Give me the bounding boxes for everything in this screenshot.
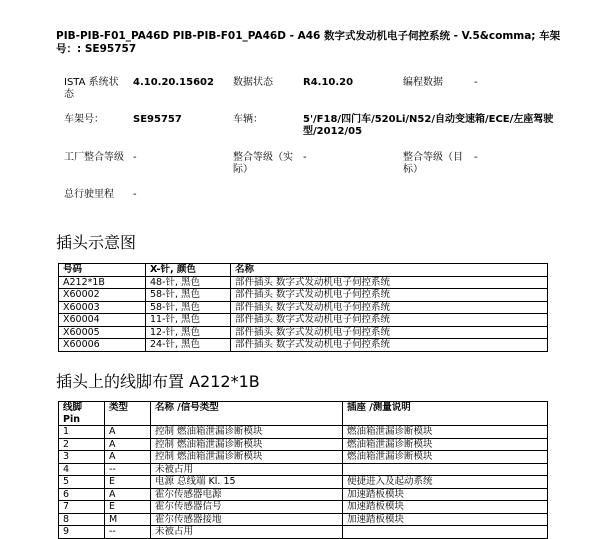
table-cell: A [105,488,151,501]
column-header: 线脚 Pin [59,402,105,426]
table-cell: X60004 [59,314,146,327]
table-row [59,301,548,314]
table-row [59,438,548,451]
table-cell: -- [105,526,151,539]
mileage-label: 总行驶里程 [64,189,114,200]
table-cell: 24-针, 黑色 [146,339,231,352]
table-cell: 电源 总线端 Kl. 15 [151,476,343,489]
vehicle-label: 车辆： [233,114,263,125]
table-cell: E [105,501,151,514]
level-actual-value: - [303,152,307,163]
table-cell: 3 [59,451,105,464]
pin-table [58,401,548,539]
table-cell: 11-针, 黑色 [146,314,231,327]
table-cell: 部件插头 数字式发动机电子伺控系统 [231,289,548,302]
prog-data-label: 编程数据 [403,77,443,88]
table-cell: 霍尔传感器电源 [151,488,343,501]
plant-level-value: - [133,152,137,163]
table-cell [343,526,548,539]
connector-diagram-heading: 插头示意图 [56,233,137,252]
table-cell: 加速踏板模块 [343,513,548,526]
table-cell: 燃油箱泄漏诊断模块 [343,451,548,464]
column-header: X-针, 颜色 [146,264,231,277]
connector-table [58,263,548,352]
document-title: PIB-PIB-F01_PA46D PIB-PIB-F01_PA46D - A46 数字式发动机电子伺控系统 - V.5&comma; 车架号：: SE95757 [56,30,561,55]
table-cell: 便捷进入及起动系统 [343,476,548,489]
column-header: 插座 /测量说明 [343,402,548,426]
vehicle-value: 5'/F18/四门车/520Li/N52/自动变速箱/ECE/左座驾驶型/2012/05 [303,114,554,137]
table-cell: 6 [59,488,105,501]
vin-value: SE95757 [133,114,182,125]
table-cell: 58-针, 黑色 [146,301,231,314]
table-cell: 未被占用 [151,463,343,476]
vin-label: 车架号： [64,114,104,125]
table-cell: 部件插头 数字式发动机电子伺控系统 [231,326,548,339]
table-cell: 部件插头 数字式发动机电子伺控系统 [231,301,548,314]
table-row [59,326,548,339]
table-row [59,314,548,327]
table-cell: -- [105,463,151,476]
data-status-value: R4.10.20 [303,77,354,88]
data-status-label: 数据状态 [233,77,273,88]
table-row [59,426,548,439]
table-row [59,526,548,539]
table-row [59,451,548,464]
table-cell: 霍尔传感器信号 [151,501,343,514]
table-cell: X60005 [59,326,146,339]
table-cell: A [105,438,151,451]
table-header-row [59,402,548,426]
plant-level-label: 工厂整合等级 [64,152,124,163]
table-row [59,488,548,501]
ista-label: ISTA 系统状态 [64,77,119,100]
table-cell: 部件插头 数字式发动机电子伺控系统 [231,276,548,289]
column-header: 名称 /信号类型 [151,402,343,426]
table-cell: 未被占用 [151,526,343,539]
table-cell: 1 [59,426,105,439]
table-cell: A212*1B [59,276,146,289]
table-cell: X60003 [59,301,146,314]
level-target-label: 整合等级（目标） [403,152,463,175]
table-row [59,463,548,476]
prog-data-value: - [474,77,478,88]
table-cell: 8 [59,513,105,526]
table-cell: M [105,513,151,526]
table-cell: 12-针, 黑色 [146,326,231,339]
table-cell: 部件插头 数字式发动机电子伺控系统 [231,339,548,352]
table-cell: 控制 燃油箱泄漏诊断模块 [151,451,343,464]
table-cell: 燃油箱泄漏诊断模块 [343,438,548,451]
pin-assignment-heading: 插头上的线脚布置 A212*1B [56,372,260,391]
ista-value: 4.10.20.15602 [133,77,214,88]
table-cell: 控制 燃油箱泄漏诊断模块 [151,426,343,439]
table-cell: 燃油箱泄漏诊断模块 [343,426,548,439]
table-cell: 加速踏板模块 [343,501,548,514]
mileage-value: - [133,189,137,200]
table-cell: X60002 [59,289,146,302]
table-cell: 控制 燃油箱泄漏诊断模块 [151,438,343,451]
table-cell: 4 [59,463,105,476]
level-actual-label: 整合等级（实际） [233,152,293,175]
table-row [59,276,548,289]
table-cell: 2 [59,438,105,451]
table-cell: 7 [59,501,105,514]
table-cell: 5 [59,476,105,489]
table-cell [343,463,548,476]
table-cell: 9 [59,526,105,539]
table-cell: 加速踏板模块 [343,488,548,501]
table-row [59,476,548,489]
column-header: 名称 [231,264,548,277]
table-cell: 霍尔传感器接地 [151,513,343,526]
table-cell: 部件插头 数字式发动机电子伺控系统 [231,314,548,327]
table-cell: A [105,451,151,464]
table-row [59,501,548,514]
column-header: 号码 [59,264,146,277]
table-cell: E [105,476,151,489]
table-cell: A [105,426,151,439]
table-cell: X60006 [59,339,146,352]
table-cell: 58-针, 黑色 [146,289,231,302]
level-target-value: - [474,152,478,163]
table-row [59,289,548,302]
table-row [59,513,548,526]
table-row [59,339,548,352]
table-cell: 48-针, 黑色 [146,276,231,289]
table-header-row [59,264,548,277]
column-header: 类型 [105,402,151,426]
